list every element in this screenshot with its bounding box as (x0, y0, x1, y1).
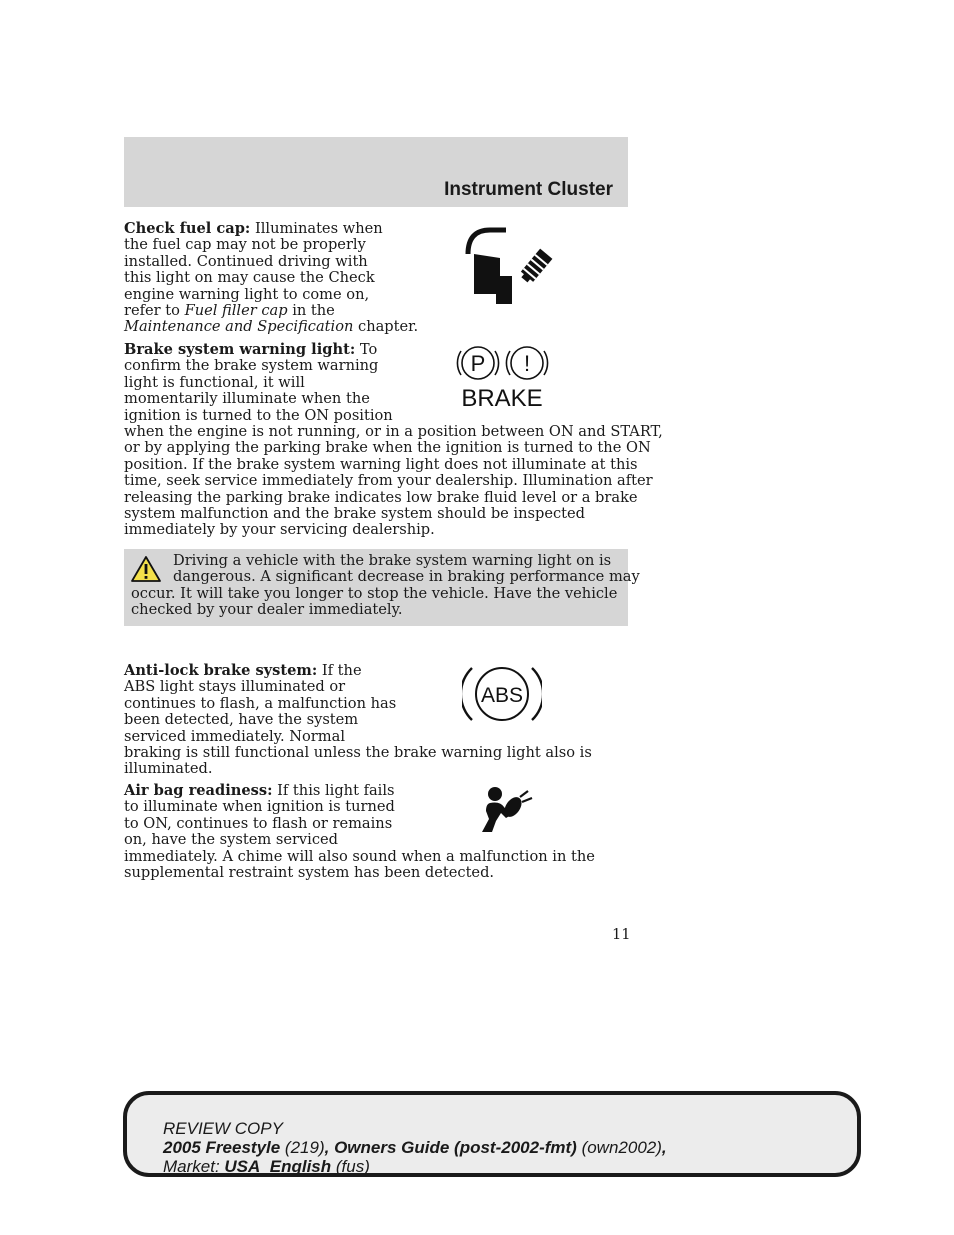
abs-icon (462, 662, 542, 726)
fuel-filler-cap-ref: Fuel filler cap (184, 302, 288, 320)
maintenance-chapter-ref: Maintenance and Specification (124, 318, 354, 336)
abs-paragraph: Anti-lock brake system: If the ABS light stays illuminated or continues to flash, a malfunction has been detected, have the system serviced immediately. Normal braking is still functional unless the brake warning light also is illuminated. (124, 662, 592, 778)
fuel-cap-paragraph: Check fuel cap: Illuminates when the fuel cap may not be properly installed. Continued driving with this light on may cause the Check engine warning light to come on, refer to Fuel filler cap in the Maintenance and Specification chapter. (124, 220, 419, 336)
brake-warning-icon (452, 344, 554, 410)
fuel-cap-icon (462, 224, 560, 306)
parking-p-icon (457, 347, 498, 379)
airbag-heading: Air bag readiness: (124, 782, 273, 799)
fuel-cap-heading: Check fuel cap: (124, 220, 251, 237)
abs-label: ABS (480, 684, 524, 707)
brake-label: BRAKE (461, 385, 543, 410)
review-copy-label: REVIEW COPY (163, 1119, 283, 1138)
footer-box (123, 1091, 861, 1177)
airbag-icon (478, 785, 536, 837)
airbag-paragraph: Air bag readiness: If this light fails to illuminate when ignition is turned to ON, continues to flash or remains on, have the system serviced immediately. A chime will also sound when a malfunction in the supplemental restraint system has been detected. (124, 782, 595, 882)
warning-text: Driving a vehicle with the brake system warning light on is dangerous. A significant decrease in braking performance may occur. It will take you longer to stop the vehicle. Have the vehicle checked by your dealer immediately. (131, 552, 640, 619)
section-title: Instrument Cluster (444, 179, 613, 200)
svg-text:!: ! (523, 351, 531, 376)
svg-text:P: P (470, 351, 486, 376)
brake-paragraph: Brake system warning light: To confirm the brake system warning light is functional, it will momentarily illuminate when the ignition is turned to the ON position when the engine is not running, or in a position between ON and START, or by applying the parking brake when the ignition is turned to the ON position. If the brake system warning light does not illuminate at this time, seek service immediately from your dealership. Illumination after releasing the parking brake indicates low brake fluid level or a brake system malfunction and the brake system should be inspected immediately by your servicing dealership. (124, 341, 663, 539)
page-number: 11 (612, 926, 631, 943)
abs-heading: Anti-lock brake system: (124, 662, 318, 679)
brake-heading: Brake system warning light: (124, 341, 356, 358)
footer-text: REVIEW COPY 2005 Freestyle (219), Owners Guide (post-2002-fmt) (own2002), Market: USA_English (fus) (163, 1119, 667, 1176)
warning-box (124, 549, 640, 626)
header-band (124, 137, 628, 207)
exclamation-icon (506, 347, 547, 379)
